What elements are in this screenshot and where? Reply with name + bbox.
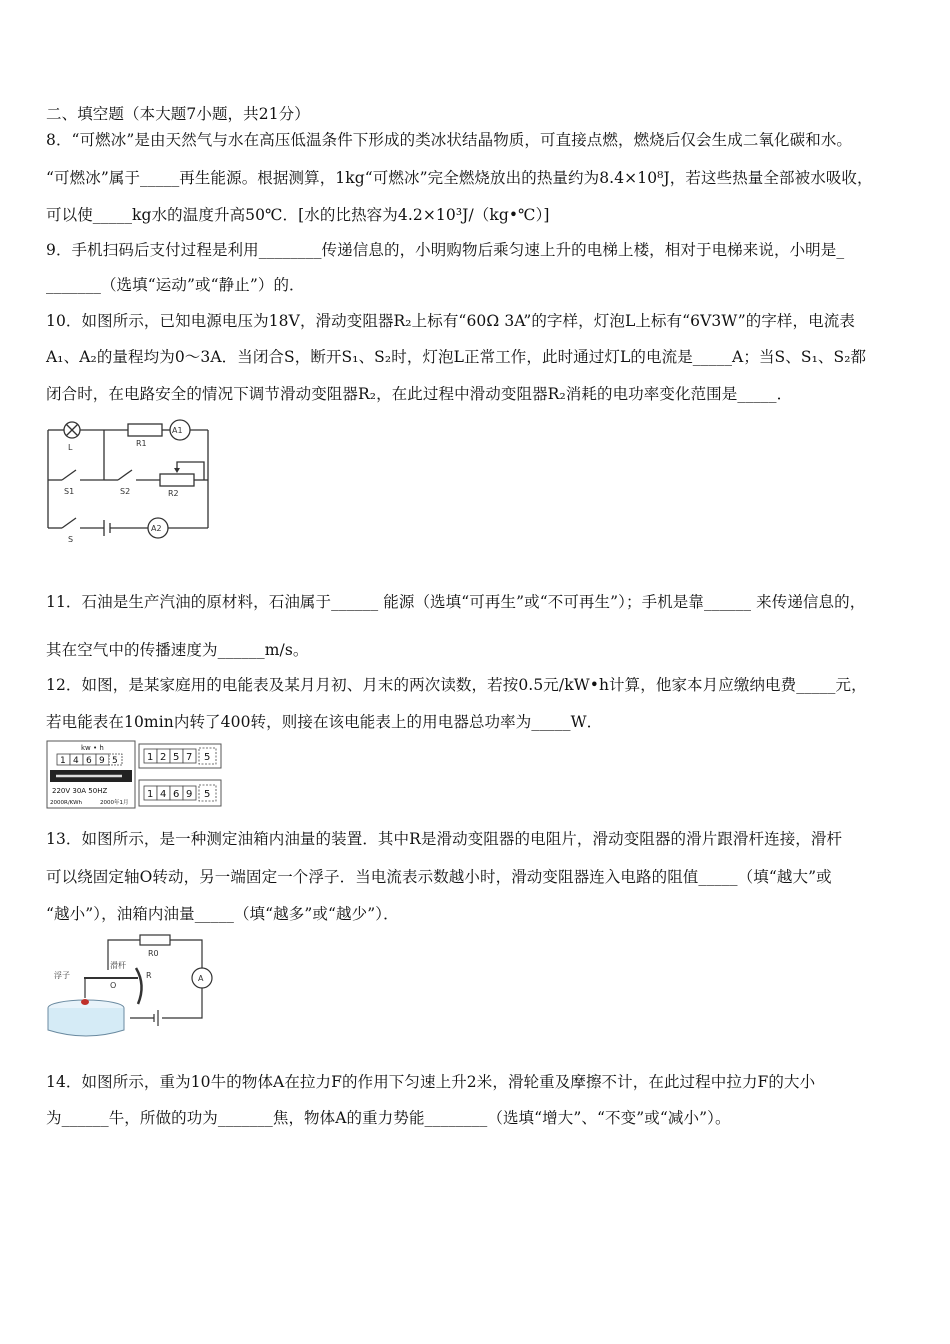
lamp-label: L bbox=[68, 443, 73, 452]
q8-line-3: 可以使_____kg水的温度升高50℃．[水的比热容为4.2×10³J/（kg•℃）] bbox=[46, 206, 550, 224]
q8-line-2: “可燃冰”属于_____再生能源。根据测算，1kg“可燃冰”完全燃烧放出的热量约为8.4×10⁸J，若这些热量全部被水吸收， bbox=[46, 169, 873, 187]
q13-line-1: 13．如图所示，是一种测定油箱内油量的装置．其中R是滑动变阻器的电阻片，滑动变阻器的滑片跟滑杆连接，滑杆 bbox=[46, 830, 843, 848]
q8-line-1: 8．“可燃冰”是由天然气与水在高压低温条件下形成的类冰状结晶物质，可直接点燃，燃烧后仅会生成二氧化碳和水。 bbox=[46, 131, 853, 149]
r2-label: R2 bbox=[168, 489, 179, 498]
meter-revolutions: 2000R/KWh bbox=[50, 800, 83, 806]
rod-label: 滑杆 bbox=[110, 961, 126, 970]
pivot-o-label: O bbox=[110, 981, 117, 990]
meter-digit: 9 bbox=[99, 756, 105, 766]
r-label: R bbox=[146, 971, 152, 980]
q11-line-2: 其在空气中的传播速度为______m/s。 bbox=[46, 641, 309, 659]
q9-line-2: _______（选填“运动”或“静止”）的． bbox=[46, 276, 305, 294]
q10-line-1: 10．如图所示，已知电源电压为18V，滑动变阻器R₂上标有“60Ω 3A”的字样，灯泡L上标有“6V3W”的字样，电流表 bbox=[46, 312, 855, 330]
meter-digit: 1 bbox=[60, 756, 66, 766]
q14-line-2: 为______牛，所做的功为_______焦，物体A的重力势能________（选填“增大”、“不变”或“减小”）。 bbox=[46, 1109, 731, 1127]
q13-line-3: “越小”），油箱内油量_____（填“越多”或“越少”）． bbox=[46, 905, 399, 923]
q14-line-1: 14．如图所示，重为10牛的物体A在拉力F的作用下匀速上升2米，滑轮重及摩擦不计，在此过程中拉力F的大小 bbox=[46, 1073, 816, 1091]
start-reading-digit: 6 bbox=[173, 789, 180, 800]
r1-label: R1 bbox=[136, 439, 147, 448]
circuit-diagram bbox=[40, 418, 220, 550]
electric-meter-figure bbox=[46, 740, 222, 810]
q12-line-1: 12．如图，是某家庭用的电能表及某月月初、月末的两次读数，若按0.5元/kW•h计算，他家本月应缴纳电费_____元， bbox=[46, 676, 867, 694]
start-reading-digit: 9 bbox=[186, 789, 193, 800]
float-label: 浮子 bbox=[54, 971, 70, 980]
start-reading-digit: 5 bbox=[204, 789, 211, 800]
end-reading-digit: 1 bbox=[147, 752, 154, 763]
float-marker bbox=[81, 999, 89, 1005]
end-reading-digit: 5 bbox=[173, 752, 180, 763]
s2-label: S2 bbox=[120, 487, 131, 496]
meter-digit: 4 bbox=[73, 756, 79, 766]
q11-line-1: 11．石油是生产汽油的原材料，石油属于______ 能源（选填“可再生”或“不可再生”）；手机是靠______ 来传递信息的， bbox=[46, 593, 866, 611]
s-label: S bbox=[68, 535, 74, 544]
oil-tank-figure bbox=[40, 930, 215, 1045]
meter-digit: 6 bbox=[86, 756, 92, 766]
a2-label: A2 bbox=[151, 524, 162, 533]
end-reading-digit: 2 bbox=[160, 752, 167, 763]
end-reading-digit: 5 bbox=[204, 752, 211, 763]
meter-unit: kw • h bbox=[81, 744, 104, 752]
start-reading-digit: 1 bbox=[147, 789, 154, 800]
a1-label: A1 bbox=[172, 426, 183, 435]
r0-label: R0 bbox=[148, 949, 159, 958]
ammeter-label: A bbox=[198, 974, 204, 983]
q10-line-2: A₁、A₂的量程均为0～3A．当闭合S，断开S₁、S₂时，灯泡L正常工作，此时通过灯L的电流是_____A；当S、S₁、S₂都 bbox=[46, 348, 867, 366]
s1-label: S1 bbox=[64, 487, 75, 496]
meter-date: 2000年1月 bbox=[100, 800, 129, 806]
meter-digit: 5 bbox=[112, 756, 118, 766]
section-header: 二、填空题（本大题7小题，共21分） bbox=[46, 105, 310, 123]
end-reading-digit: 7 bbox=[186, 752, 193, 763]
q13-line-2: 可以绕固定轴O转动，另一端固定一个浮子．当电流表示数越小时，滑动变阻器连入电路的阻值_____（填“越大”或 bbox=[46, 868, 832, 886]
meter-spec: 220V 30A 50HZ bbox=[52, 787, 108, 795]
q10-line-3: 闭合时，在电路安全的情况下调节滑动变阻器R₂，在此过程中滑动变阻器R₂消耗的电功率变化范围是_____． bbox=[46, 385, 793, 403]
start-reading-digit: 4 bbox=[160, 789, 167, 800]
q12-line-2: 若电能表在10min内转了400转，则接在该电能表上的用电器总功率为_____W． bbox=[46, 713, 603, 731]
q9-line-1: 9．手机扫码后支付过程是利用________传递信息的，小明购物后乘匀速上升的电梯上楼，相对于电梯来说，小明是_ bbox=[46, 241, 845, 259]
